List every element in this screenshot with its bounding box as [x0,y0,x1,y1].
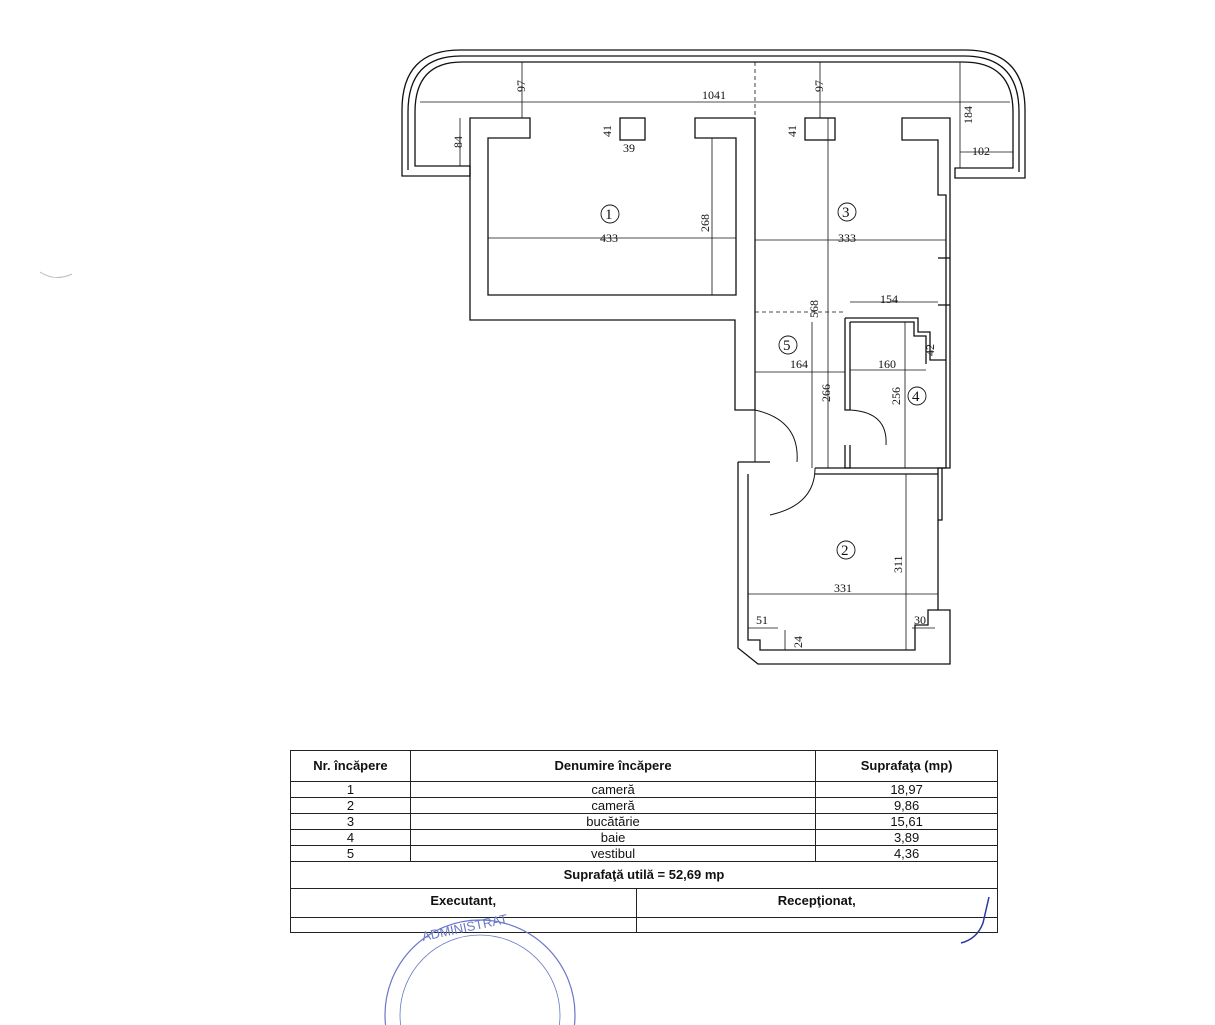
header-name: Denumire încăpere [410,751,815,782]
header-area: Suprafaţa (mp) [816,751,998,782]
dim-568: 568 [807,300,821,318]
stamp-seal [375,905,585,1025]
dim-164: 164 [790,357,808,371]
balcony-outer [402,50,1025,178]
table-row [291,830,998,846]
dim-266: 266 [819,384,833,402]
table-row [291,814,998,830]
dim-331: 331 [834,581,852,595]
dim-256: 256 [889,387,903,405]
dim-102: 102 [972,144,990,158]
chimney-2 [805,118,835,140]
row-nr: 5 [291,846,411,862]
executant-label: Executant, [291,889,637,918]
total-area: Suprafaţă utilă = 52,69 mp [291,862,998,889]
dim-433: 433 [600,231,618,245]
dim-51: 51 [756,613,768,627]
dim-24: 24 [791,636,805,648]
dim-30: 30 [914,613,926,627]
chimney-1 [620,118,645,140]
room-number-5: 5 [783,338,791,354]
balcony-inner [408,56,1019,172]
dim-41b: 41 [785,125,799,137]
room-number-4: 4 [912,389,920,405]
signature-stroke [955,895,995,945]
dim-154: 154 [880,292,898,306]
dim-97a: 97 [514,80,528,92]
dim-160: 160 [878,357,896,371]
row-name: bucătărie [410,814,815,830]
dim-41a: 41 [600,125,614,137]
dim-311: 311 [891,555,905,573]
room-number-1: 1 [605,207,613,223]
row-name: baie [410,830,815,846]
dim-84: 84 [451,136,465,148]
room-number-3: 3 [842,205,850,221]
wall-room-3 [902,118,950,520]
row-nr: 4 [291,830,411,846]
row-nr: 2 [291,798,411,814]
table-row [291,846,998,862]
door-arc-2 [770,468,815,515]
receptionat-signature-cell [636,918,997,933]
table-row [291,798,998,814]
row-area: 4,36 [816,846,998,862]
row-area: 15,61 [816,814,998,830]
dim-1041: 1041 [702,88,726,102]
dim-333: 333 [838,231,856,245]
row-name: vestibul [410,846,815,862]
dim-42: 42 [923,344,937,356]
door-arc-3 [850,410,886,445]
dim-97b: 97 [812,80,826,92]
stamp-text: ADMINISTRAT [420,911,509,944]
row-name: cameră [410,798,815,814]
dim-39: 39 [623,141,635,155]
row-nr: 1 [291,782,411,798]
header-nr: Nr. încăpere [291,751,411,782]
receptionat-label: Recepţionat, [636,889,997,918]
table-row [291,782,998,798]
row-area: 9,86 [816,798,998,814]
row-area: 3,89 [816,830,998,846]
door-arc-1 [755,410,797,462]
row-area: 18,97 [816,782,998,798]
dim-268: 268 [698,214,712,232]
room-number-2: 2 [841,543,849,559]
row-name: cameră [410,782,815,798]
wall-room-2 [738,462,950,664]
row-nr: 3 [291,814,411,830]
dim-184: 184 [961,106,975,124]
